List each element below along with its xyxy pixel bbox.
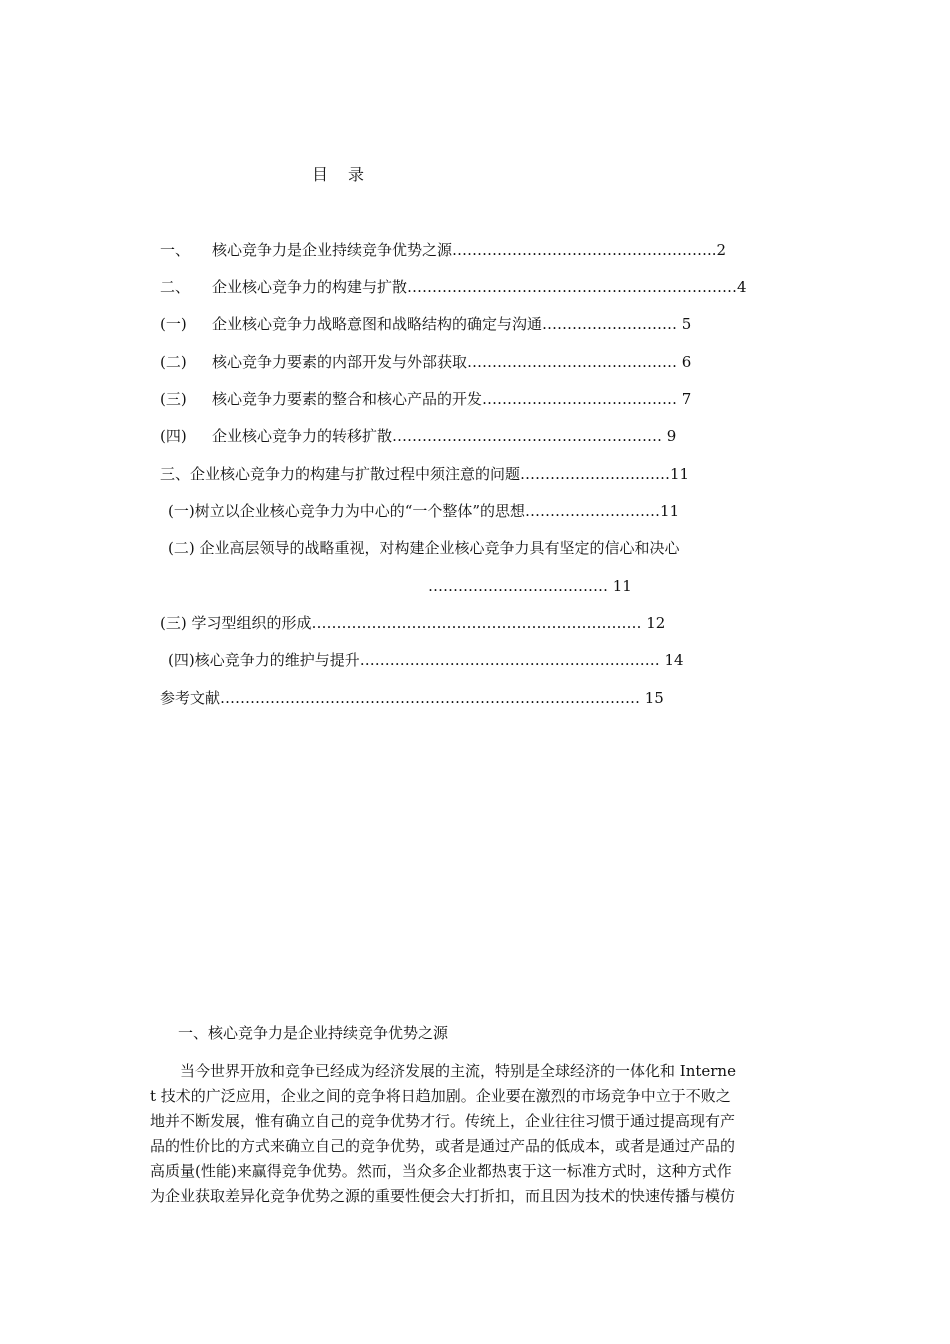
toc-entry-text: (二) 企业高层领导的战略重视，对构建企业核心竞争力具有坚定的信心和决心 (168, 539, 680, 557)
toc-entry[interactable] (160, 277, 747, 297)
toc-entry-text: 企业核心竞争力的构建与扩散…………………………………………………………4 (212, 278, 747, 296)
toc-entry-text: 企业核心竞争力的转移扩散……………………………………………… 9 (212, 427, 677, 445)
toc-entry-number: (三) (160, 390, 187, 408)
toc-entry[interactable] (160, 314, 691, 334)
toc-entry[interactable] (160, 240, 726, 260)
toc-entry-text: (一)树立以企业核心竞争力为中心的“一个整体”的思想………………………11 (168, 502, 680, 520)
paragraph-line: 地并不断发展，惟有确立自己的竞争优势才行。传统上，企业往往习惯于通过提高现有产 (150, 1112, 736, 1130)
toc-entry-continued[interactable] (428, 576, 632, 596)
toc-entry[interactable] (168, 538, 679, 558)
toc-entry-text: 参考文献………………………………………………………………………… 15 (160, 689, 664, 707)
toc-entry[interactable] (160, 352, 691, 372)
paragraph-line: 高质量(性能)来赢得竞争优势。然而，当众多企业都热衷于这一标准方式时，这种方式作 (150, 1162, 732, 1180)
toc-entry[interactable] (168, 650, 684, 670)
toc-entry-number: 二、 (160, 278, 191, 296)
toc-title: 目 录 (312, 165, 367, 184)
paragraph-line: 为企业获取差异化竞争优势之源的重要性便会大打折扣，而且因为技术的快速传播与模仿 (150, 1187, 736, 1205)
section-heading: 一、核心竞争力是企业持续竞争优势之源 (178, 1024, 449, 1042)
toc-entry-text: 核心竞争力要素的内部开发与外部获取…………………………………… 6 (212, 353, 692, 371)
toc-entry-text: (四)核心竞争力的维护与提升…………………………………………………… 14 (168, 651, 684, 669)
paragraph-line: 当今世界开放和竞争已经成为经济发展的主流，特别是全球经济的一体化和 Interne (180, 1062, 736, 1080)
toc-entry[interactable] (160, 389, 691, 409)
paragraph-line: 品的性价比的方式来确立自己的竞争优势，或者是通过产品的低成本，或者是通过产品的 (150, 1137, 736, 1155)
toc-entry-text: ……………………………… 11 (428, 577, 632, 595)
toc-entry-number: (二) (160, 353, 187, 371)
toc-entry-number: (四) (160, 427, 187, 445)
toc-entry[interactable] (160, 613, 665, 633)
toc-entry-text: 三、企业核心竞争力的构建与扩散过程中须注意的问题…………………………11 (160, 465, 690, 483)
toc-entry[interactable] (160, 464, 689, 484)
toc-entry-text: 核心竞争力是企业持续竞争优势之源……………………………………………..2 (212, 241, 727, 259)
toc-entry-number: (一) (160, 315, 187, 333)
toc-entry[interactable] (160, 426, 676, 446)
toc-entry-text: 核心竞争力要素的整合和核心产品的开发………………………………… 7 (212, 390, 692, 408)
toc-entry-text: (三) 学习型组织的形成………………………………………………………… 12 (160, 614, 666, 632)
toc-entry-number: 一、 (160, 241, 191, 259)
paragraph-line: t 技术的广泛应用，企业之间的竞争将日趋加剧。企业要在激烈的市场竞争中立于不败之 (150, 1087, 731, 1105)
toc-entry[interactable] (168, 501, 679, 521)
toc-entry-text: 企业核心竞争力战略意图和战略结构的确定与沟通……………………… 5 (212, 315, 692, 333)
toc-entry[interactable] (160, 688, 664, 708)
